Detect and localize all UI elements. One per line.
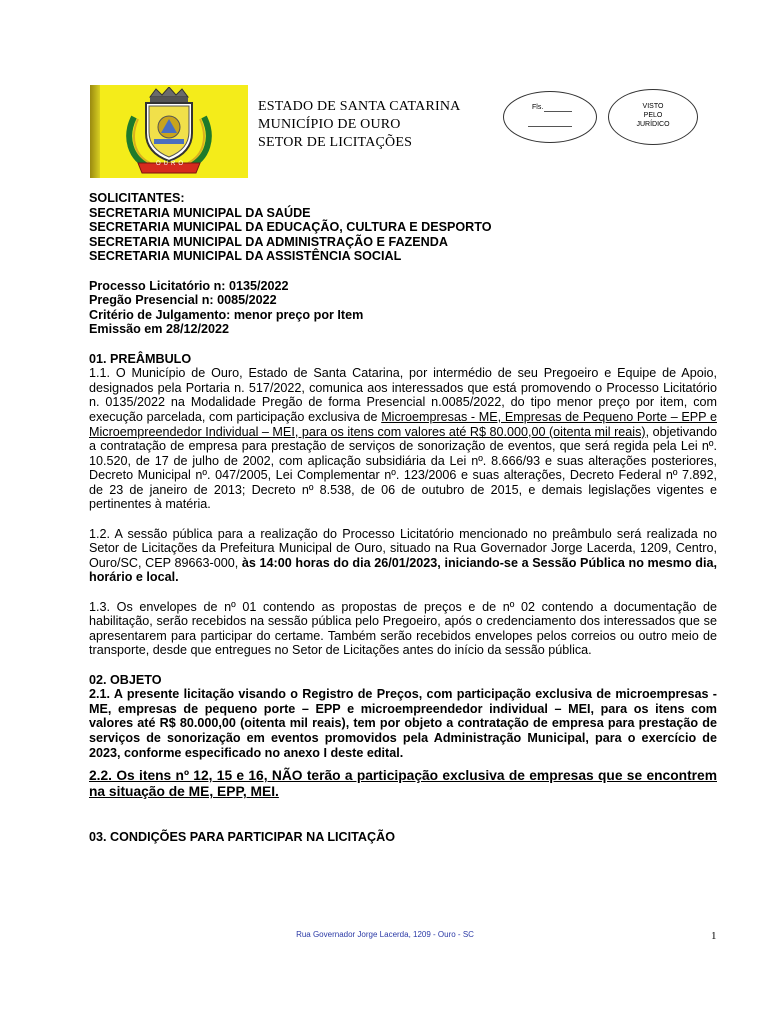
visto-juridico-oval [608, 89, 698, 145]
processo-section [89, 279, 717, 337]
objeto-paragraph-1: 2.1. A presente licitação visando o Registro de Preços, com participação exclusiva de microempresas - ME, empresas de pequeno porte – EPP e microempreendedor individual – MEI, para os itens com valores até R$ 80.000,00 (oitenta mil reais), tem por objeto a contratação de empresa para prestação de serviços de sonorização em eventos promovidos pela Administração Municipal, para o exercício de 2023, conforme especificado no anexo I deste edital. [89, 687, 717, 760]
solicitante-item: SECRETARIA MUNICIPAL DA ASSISTÊNCIA SOCIAL [89, 249, 402, 264]
footer-address: Rua Governador Jorge Lacerda, 1209 - Ouro - SC [296, 930, 474, 939]
logo-band-text: OURO [156, 161, 186, 167]
page-number: 1 [711, 930, 717, 942]
objeto-title: 02. OBJETO [89, 672, 162, 687]
solicitante-item: SECRETARIA MUNICIPAL DA SAÚDE [89, 205, 311, 220]
document-body [89, 191, 717, 845]
visto-line-2: PELO [643, 112, 663, 119]
solicitantes-title: SOLICITANTES: [89, 191, 185, 205]
fls-stamp-oval [503, 91, 597, 143]
preambulo-p2-bold: às 14:00 horas do dia 26/01/2023, iniciando-se a Sessão Pública no mesmo dia, horário e local. [89, 555, 717, 585]
condicoes-title: 03. CONDIÇÕES PARA PARTICIPAR NA LICITAÇÃO [89, 830, 395, 845]
data-emissao: Emissão em 28/12/2022 [89, 322, 230, 337]
solicitante-item: SECRETARIA MUNICIPAL DA EDUCAÇÃO, CULTURA E DESPORTO [89, 220, 492, 235]
solicitante-item: SECRETARIA MUNICIPAL DA ADMINISTRAÇÃO E FAZENDA [89, 234, 448, 249]
fls-label: Fls. [532, 104, 544, 111]
preambulo-p1-text-end: , objetivando a contratação de empresa para prestação de serviços de sonorização de eventos, que será regida pela Lei nº. 10.520, de 17 de julho de 2002, com aplicação subsidiária da Lei nº. 8.666/93 e suas alterações posteriores, Decreto Municipal nº. 047/2005, Lei Complementar nº. 123/2006 e suas alterações, Decreto Federal nº 7.892, de 23 de janeiro de 2013; Decreto nº 8.538, de 06 de outubro de 2015, e demais legislações vigentes e pertinentes à matéria. [89, 424, 718, 512]
visto-line-1: VISTO [642, 103, 664, 110]
header-sector: SETOR DE LICITAÇÕES [258, 135, 413, 150]
preambulo-p2-text: 1.2. A sessão pública para a realização do Processo Licitatório mencionado no preâmbulo será realizada no Setor de Licitações da Prefeitura Municipal de Ouro, situado na Rua Governador Jorge Lacerda, 1209, Centro, Ouro/SC, CEP 89663-000, [89, 526, 717, 570]
criterio-julgamento: Critério de Julgamento: menor preço por Item [89, 307, 364, 322]
preambulo-p1-underlined: Microempresas - ME, Empresas de Pequeno Porte – EPP e Microempreendedor Individual – MEI, para os itens com valores até R$ 80.000,00 (oitenta mil reais) [89, 409, 717, 439]
fls-signature-line [528, 126, 572, 127]
visto-line-3: JURÍDICO [636, 121, 670, 128]
pregao-numero: Pregão Presencial n: 0085/2022 [89, 293, 277, 308]
objeto-paragraph-2: 2.2. Os itens nº 12, 15 e 16, NÃO terão a participação exclusiva de empresas que se encontrem na situação de ME, EPP, MEI. [89, 768, 717, 800]
solicitantes-section [89, 191, 717, 264]
preambulo-paragraph-2 [89, 527, 717, 585]
preambulo-paragraph-1 [89, 366, 717, 512]
fls-line [544, 111, 572, 112]
header-state: ESTADO DE SANTA CATARINA [258, 99, 461, 114]
municipal-coat-of-arms [90, 85, 248, 178]
preambulo-paragraph-3: 1.3. Os envelopes de nº 01 contendo as propostas de preços e de nº 02 contendo a documentação de habilitação, serão recebidos na sessão pública pelo Pregoeiro, após o credenciamento dos interessados que se apresentarem para participar do certame. Também serão recebidos envelopes pelos correios ou outro meio de transporte, desde que entregues no Setor de Licitações antes do início da sessão pública. [89, 599, 717, 658]
preambulo-p1-text: 1.1. O Município de Ouro, Estado de Santa Catarina, por intermédio de seu Pregoeiro e Equipe de Apoio, designados pela Portaria n. 517/2022, comunica aos interessados que está promovendo o Processo Licitatório n. 0135/2022 na Modalidade Pregão de forma Presencial n.0085/2022, do tipo menor preço por item, com execução parcelada, com participação exclusiva de [89, 366, 717, 424]
preambulo-title: 01. PREÂMBULO [89, 351, 192, 366]
logo-stripe [90, 85, 100, 178]
header-institution [258, 98, 461, 152]
header-municipality: MUNICÍPIO DE OURO [258, 117, 401, 132]
processo-numero: Processo Licitatório n: 0135/2022 [89, 278, 289, 293]
